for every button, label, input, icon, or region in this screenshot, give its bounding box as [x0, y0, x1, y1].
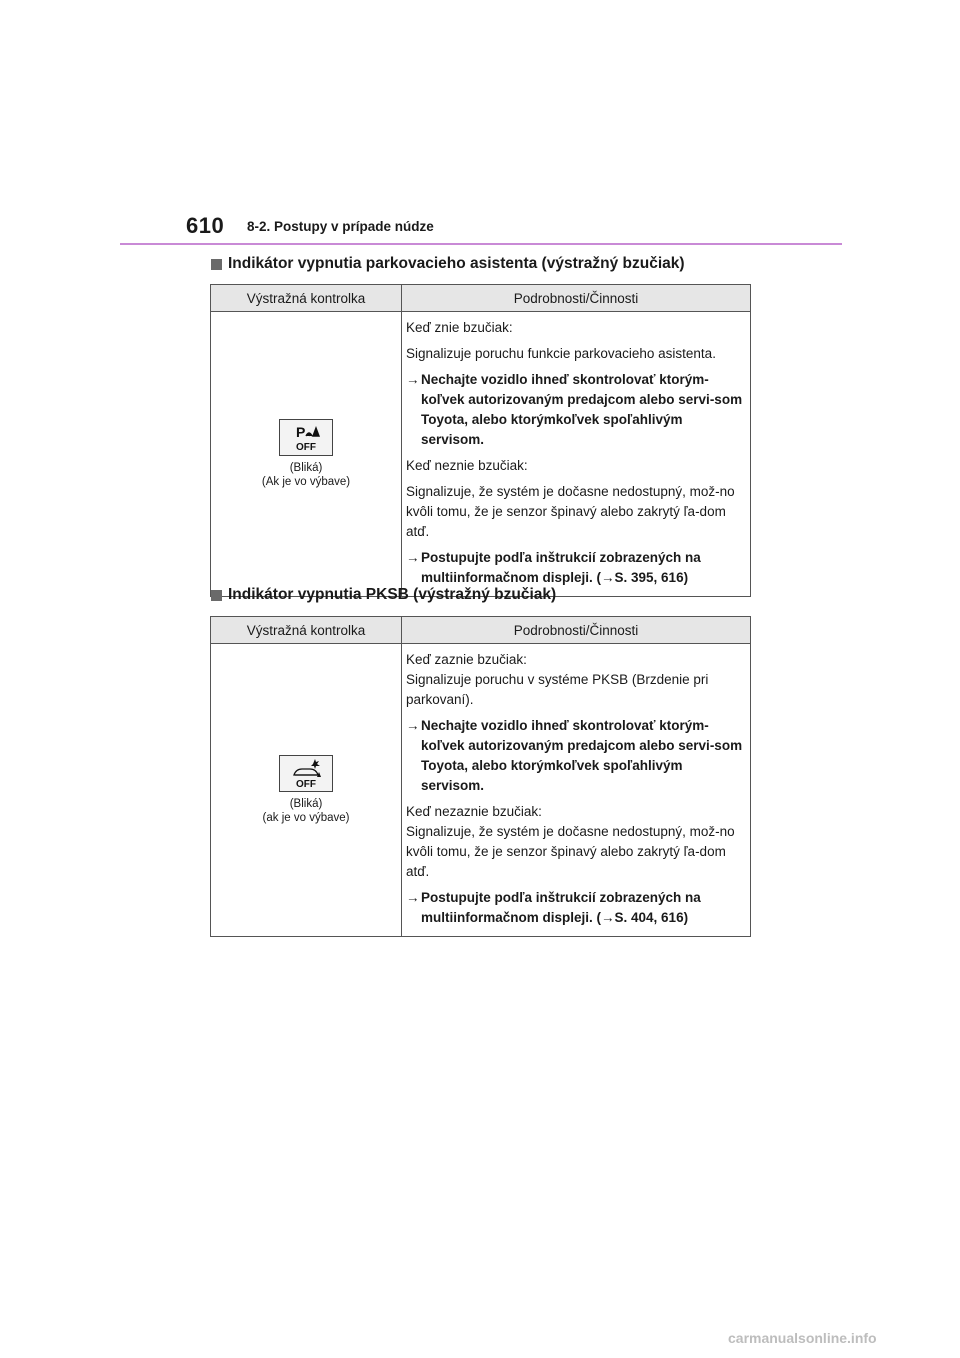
detail-action: [406, 888, 744, 928]
arrow-right-icon: →: [406, 718, 420, 733]
action-text: Nechajte vozidlo ihneď skontrolovať ktorým-koľvek autorizovaným predajcom alebo servi-som Toyota, alebo ktorýmkoľvek spoľahlivým servisom.: [421, 372, 743, 447]
column-header-details: Podrobnosti/Činnosti: [402, 617, 751, 644]
detail-text: Signalizuje, že systém je dočasne nedostupný, mož-no kvôli tomu, že je senzor špinavý alebo zakrytý ľa-dom atď.: [406, 484, 735, 539]
parking-assist-off-icon: [279, 419, 333, 456]
page-number: 610: [186, 213, 225, 238]
svg-text:OFF: OFF: [296, 779, 316, 790]
detail-action: [406, 370, 744, 450]
detail-text: Keď nezaznie bzučiak:: [406, 804, 542, 819]
svg-text:P: P: [296, 424, 306, 440]
column-header-details: Podrobnosti/Činnosti: [402, 285, 751, 312]
details-cell: [402, 312, 751, 597]
indicator-cell: [211, 644, 402, 937]
section-title-parking-assist: [211, 255, 685, 273]
table-row: [211, 644, 751, 937]
table-header-row: [211, 617, 751, 644]
details-cell: [402, 644, 751, 937]
watermark: carmanualsonline.info: [728, 1330, 877, 1346]
bullet-square-icon: [211, 259, 222, 270]
indicator-caption-blinks: (Bliká): [289, 798, 323, 810]
section-title-text: Indikátor vypnutia parkovacieho asistenta (výstražný bzučiak): [228, 255, 685, 272]
arrow-right-icon: →: [406, 550, 420, 565]
detail-action: [406, 716, 744, 796]
action-text: Postupujte podľa inštrukcií zobrazených na multiinformačnom displeji. (→S. 395, 616): [421, 550, 701, 585]
section-title-text: Indikátor vypnutia PKSB (výstražný bzučiak): [228, 586, 557, 603]
column-header-warning-light: Výstražná kontrolka: [211, 617, 402, 644]
section-title-pksb: [211, 586, 556, 604]
detail-text: Keď zaznie bzučiak:: [406, 652, 527, 667]
table-header-row: [211, 285, 751, 312]
detail-text: Signalizuje poruchu v systéme PKSB (Brzdenie pri parkovaní).: [406, 672, 709, 707]
indicator-caption-equipped: (ak je vo výbave): [262, 812, 350, 824]
indicator-caption-blinks: (Bliká): [289, 462, 323, 474]
action-text: Postupujte podľa inštrukcií zobrazených na multiinformačnom displeji. (→S. 404, 616): [421, 890, 701, 925]
detail-action: [406, 548, 744, 588]
pksb-off-icon: [279, 755, 333, 792]
chapter-title: 8-2. Postupy v prípade núdze: [247, 219, 434, 234]
warning-table-parking-assist: [210, 284, 751, 597]
bullet-square-icon: [211, 590, 222, 601]
indicator-cell: [211, 312, 402, 597]
table-row: [211, 312, 751, 597]
svg-text:OFF: OFF: [296, 442, 316, 453]
detail-text: Signalizuje poruchu funkcie parkovacieho asistenta.: [406, 346, 716, 361]
header-rule: [120, 243, 842, 245]
arrow-right-icon: →: [406, 890, 420, 905]
indicator-caption-equipped: (Ak je vo výbave): [261, 476, 351, 488]
detail-text: Keď znie bzučiak:: [406, 320, 513, 335]
arrow-right-icon: →: [406, 372, 420, 387]
action-text: Nechajte vozidlo ihneď skontrolovať ktorým-koľvek autorizovaným predajcom alebo servi-som Toyota, alebo ktorýmkoľvek spoľahlivým servisom.: [421, 718, 743, 793]
warning-table-pksb: [210, 616, 751, 937]
detail-text: Signalizuje, že systém je dočasne nedostupný, mož-no kvôli tomu, že je senzor špinavý alebo zakrytý ľa-dom atď.: [406, 824, 735, 879]
column-header-warning-light: Výstražná kontrolka: [211, 285, 402, 312]
detail-text: Keď neznie bzučiak:: [406, 458, 528, 473]
